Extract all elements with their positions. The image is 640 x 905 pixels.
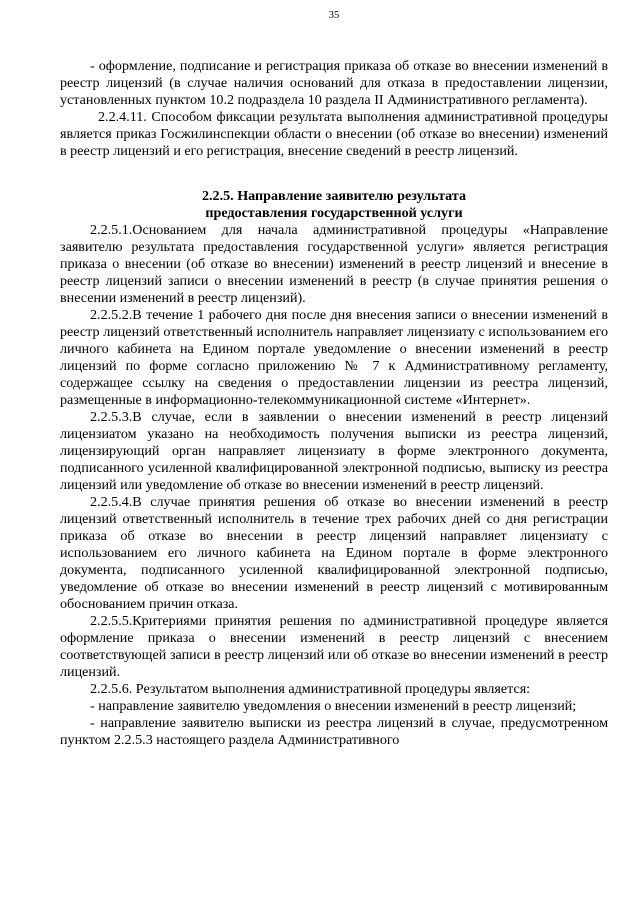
paragraph-2-2-5-5: 2.2.5.5.Критериями принятия решения по административной процедуре является оформление приказа о внесении изменений в реестр лицензий с внесением соответствующей записи в реестр лицензий или об отказе во внесении изменений в реестр лицензий. (60, 613, 608, 680)
paragraph-2-2-5-1: 2.2.5.1.Основанием для начала административной процедуры «Направление заявителю результата предоставления государственной услуги» является регистрация приказа о внесении (об отказе во внесении) изменений в реестр лицензий и внесение в реестр лицензий записи о внесении изменений в реестр (в случае принятия решения о внесении изменений в реестр лицензий). (60, 222, 608, 306)
paragraph-2-2-4-11: 2.2.4.11. Способом фиксации результата выполнения административной процедуры является приказ Госжилинспекции области о внесении (об отказе во внесении) изменений в реестр лицензий и его регистрация, внесение сведений в реестр лицензий. (60, 109, 608, 159)
list-item-notification: - направление заявителю уведомления о внесении изменений в реестр лицензий; (90, 698, 577, 714)
section-heading-line-1: 2.2.5. Направление заявителю результата (201, 188, 467, 204)
paragraph-2-2-5-4: 2.2.5.4.В случае принятия решения об отказе во внесении изменений в реестр лицензий ответственный исполнитель в течение трех рабочих дней со дня регистрации приказа об отказе во внесении в реестр лицензий направляет лицензиату с использованием его личного кабинета на Едином портале в форме электронного документа, подписанного усиленной квалифицированной электронной подписью, уведомление об отказе во внесении изменений в реестр лицензий с мотивированным обоснованием причин отказа. (60, 494, 608, 612)
paragraph-2-2-5-3: 2.2.5.3.В случае, если в заявлении о внесении изменений в реестр лицензий лицензиатом указано на необходимость получения выписки из реестра лицензий, лицензирующий орган направляет лицензиату в форме электронного документа, подписанного усиленной квалифицированной электронной подписью, выписку из реестра лицензий или уведомление об отказе во внесении изменений в реестр лицензий. (60, 409, 608, 493)
paragraph-2-2-5-2: 2.2.5.2.В течение 1 рабочего дня после дня внесения записи о внесении изменений в реестр лицензий ответственный исполнитель направляет лицензиату с использованием его личного кабинета на Едином портале уведомление о внесении изменений в реестр лицензий по форме согласно приложению № 7 к Административному регламенту, содержащее ссылку на сведения о предоставлении лицензии из реестра лицензий, размещенные в информационно-телекоммуникационной системе «Интернет». (60, 307, 608, 408)
list-item-extract: - направление заявителю выписки из реестра лицензий в случае, предусмотренном пунктом 2.2.5.3 настоящего раздела Административного (60, 715, 608, 748)
paragraph-refusal-registration: - оформление, подписание и регистрация приказа об отказе во внесении изменений в реестр лицензий (в случае наличия оснований для отказа в предоставлении лицензии, установленных пунктом 10.2 подраздела 10 раздела II Административного регламента). (60, 58, 608, 108)
paragraph-2-2-5-6: 2.2.5.6. Результатом выполнения административной процедуры является: (90, 681, 531, 697)
document-body (60, 58, 608, 749)
section-heading-2-2-5 (60, 188, 608, 222)
page-number: 35 (328, 10, 340, 21)
document-page (60, 0, 608, 905)
section-heading-line-2: предоставления государственной услуги (205, 205, 463, 221)
